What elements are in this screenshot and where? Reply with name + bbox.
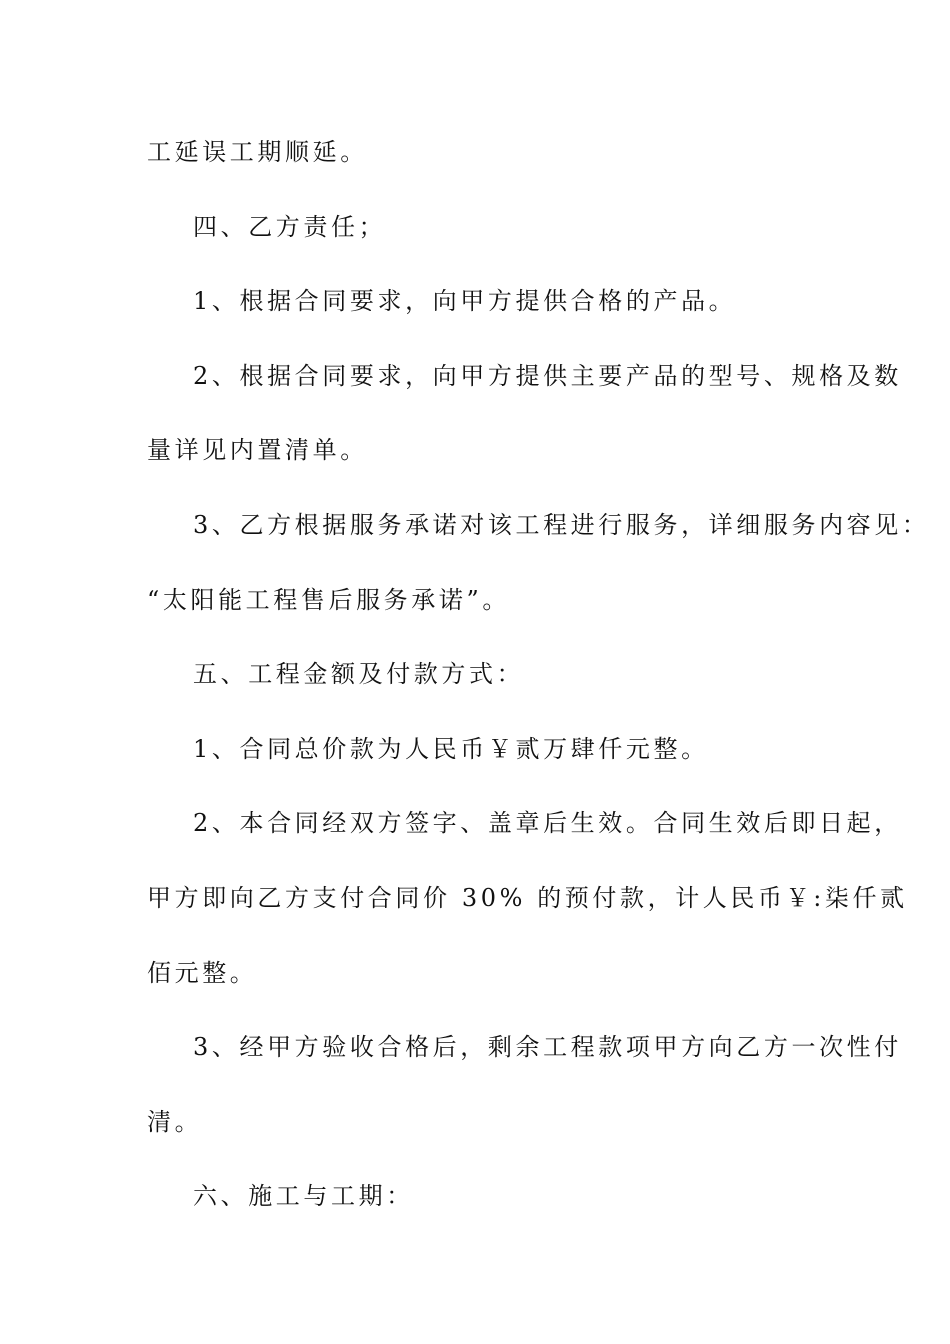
section-heading-4: 四、乙方责任； [193, 213, 387, 241]
paragraph-line: 甲方即向乙方支付合同价 30% 的预付款，计人民币￥:柒仟贰 [147, 884, 908, 912]
paragraph-line: 佰元整。 [147, 959, 258, 987]
paragraph-line: 1、合同总价款为人民币￥贰万肆仟元整。 [193, 735, 709, 763]
paragraph-line: 量详见内置清单。 [147, 436, 368, 464]
paragraph-line: 1、根据合同要求，向甲方提供合格的产品。 [193, 287, 737, 315]
paragraph-line: 3、乙方根据服务承诺对该工程进行服务，详细服务内容见： [193, 511, 930, 539]
paragraph-line: 2、本合同经双方签字、盖章后生效。合同生效后即日起， [193, 809, 902, 837]
paragraph-line: “太阳能工程售后服务承诺”。 [147, 586, 510, 614]
section-heading-5: 五、工程金额及付款方式： [193, 660, 525, 688]
paragraph-line: 清。 [147, 1108, 203, 1136]
section-heading-6: 六、施工与工期： [193, 1182, 414, 1210]
paragraph-line: 工延误工期顺延。 [147, 138, 368, 166]
paragraph-line: 2、根据合同要求，向甲方提供主要产品的型号、规格及数 [193, 362, 902, 390]
paragraph-line: 3、经甲方验收合格后，剩余工程款项甲方向乙方一次性付 [193, 1033, 902, 1061]
